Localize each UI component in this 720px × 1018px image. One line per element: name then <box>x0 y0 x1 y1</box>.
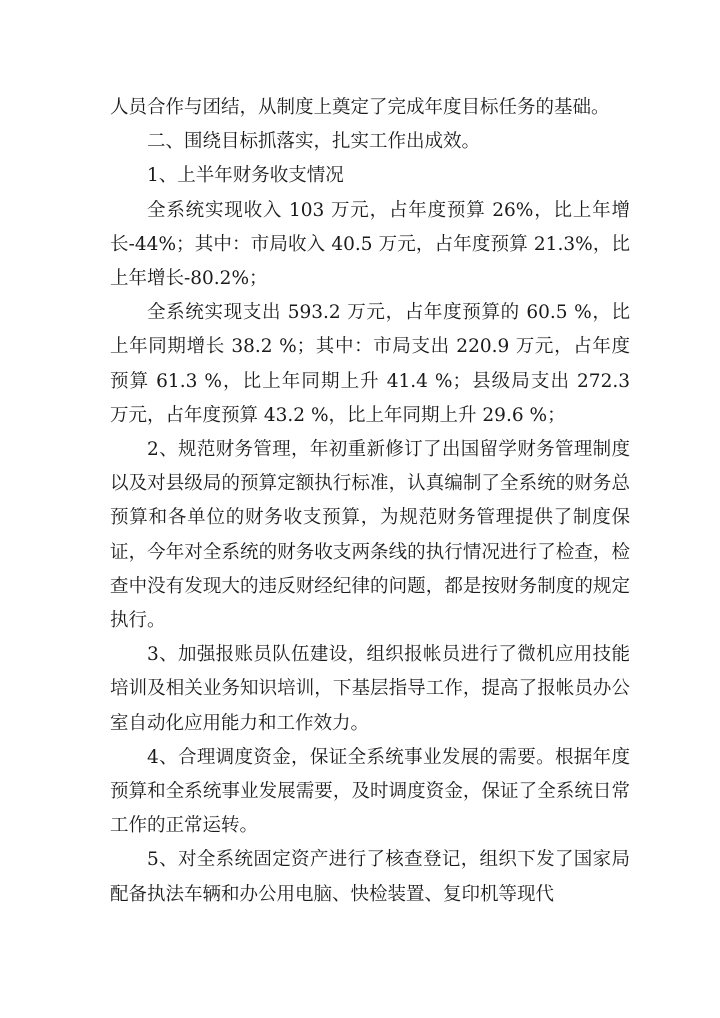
paragraph-expenditure: 全系统实现支出 593.2 万元，占年度预算的 60.5 %，比上年同期增长 38.2 %；其中：市局支出 220.9 万元，占年度预算 61.3 %，比上年同期上升 41.4 %；县级局支出 272.3 万元，占年度预算 43.2 %，比上年同期上升 29.6 %； <box>110 302 630 426</box>
paragraph-fixed-assets: 5、对全系统固定资产进行了核查登记，组织下发了国家局配备执法车辆和办公用电脑、快检装置、复印机等现代 <box>110 849 630 905</box>
subheading-finance-summary: 1、上半年财务收支情况 <box>147 165 344 187</box>
paragraph-income: 全系统实现收入 103 万元，占年度预算 26%，比上年增长-44%；其中：市局收入 40.5 万元，占年度预算 21.3%，比上年增长-80.2%； <box>110 199 630 290</box>
paragraph-fund-allocation: 4、合理调度资金，保证全系统事业发展的需要。根据年度预算和全系统事业发展需要，及时调度资金，保证了全系统日常工作的正常运转。 <box>110 746 630 837</box>
paragraph-accountant-team: 3、加强报账员队伍建设，组织报帐员进行了微机应用技能培训及相关业务知识培训，下基层指导工作，提高了报帐员办公室自动化应用能力和工作效力。 <box>110 644 630 734</box>
document-body <box>110 91 630 912</box>
section-heading-two: 二、围绕目标抓落实，扎实工作出成效。 <box>147 131 481 153</box>
paragraph-continuation: 人员合作与团结，从制度上奠定了完成年度目标任务的基础。 <box>110 97 610 118</box>
paragraph-finance-management: 2、规范财务管理，年初重新修订了出国留学财务管理制度以及对县级局的预算定额执行标准，认真编制了全系统的财务总预算和各单位的财务收支预算，为规范财务管理提供了制度保证，今年对全系统的财务收支两条线的执行情况进行了检查，检查中没有发现大的违反财经纪律的问题，都是按财务制度的规定执行。 <box>110 439 630 632</box>
